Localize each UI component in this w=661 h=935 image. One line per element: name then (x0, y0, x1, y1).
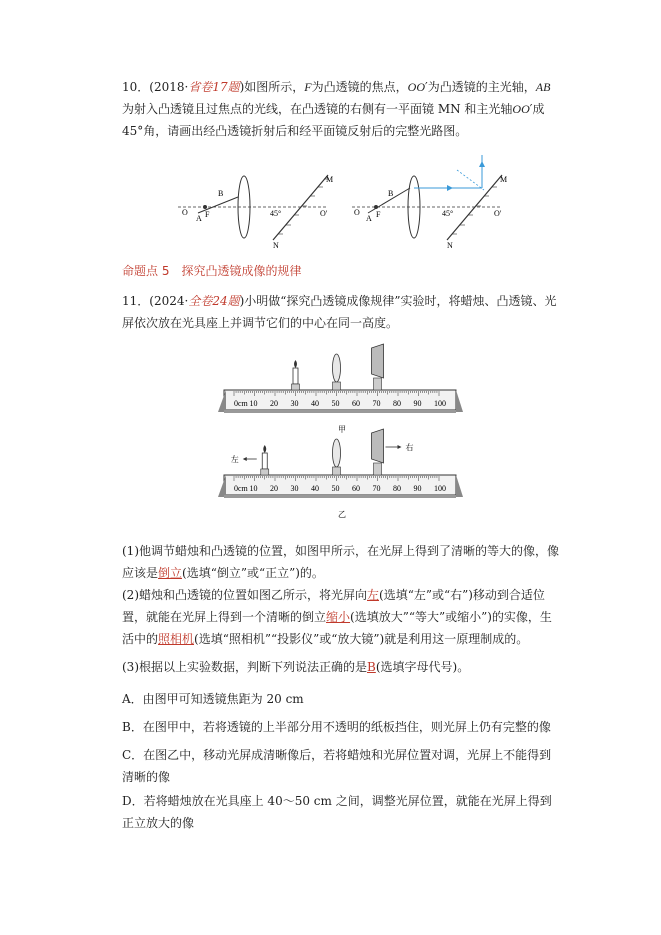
tick-label: 0cm (234, 484, 248, 493)
plane-mirror (273, 175, 328, 240)
label-o-prime: O′ (494, 209, 502, 218)
lens-holder (333, 467, 341, 475)
tick-label: 10 (249, 399, 258, 408)
label-m: M (326, 175, 334, 184)
label-left: 左 (230, 455, 239, 464)
tick-label: 30 (290, 484, 299, 493)
label-f: F (376, 210, 381, 219)
candle (262, 453, 267, 469)
tick-label: 40 (311, 484, 319, 493)
tick-label: 50 (331, 484, 340, 493)
screen-holder (374, 463, 382, 475)
tick-label: 90 (413, 484, 422, 493)
tick-label: 100 (434, 484, 446, 493)
tick-label: 90 (413, 399, 422, 408)
rail-end-right (456, 390, 463, 412)
option-b: B．在图甲中，若将透镜的上半部分用不透明的纸板挡住，则光屏上仍有完整的像 (122, 720, 551, 734)
answer-2b: 缩小 (326, 610, 351, 624)
rail-base (224, 410, 456, 413)
screen (372, 429, 384, 463)
tick-label: 80 (393, 484, 401, 493)
section-heading: 命题点 5 探究凸透镜成像的规律 (122, 264, 302, 278)
label-o: O (354, 208, 360, 217)
q10-number: 10．(2018· (122, 80, 189, 94)
tick-label: 70 (372, 484, 381, 493)
rail-end-right (456, 475, 463, 497)
label-right: 右 (405, 443, 414, 452)
label-b: B (218, 189, 224, 198)
candle-flame (263, 445, 266, 453)
tick-label: 50 (331, 399, 340, 408)
tick-label: 80 (393, 399, 401, 408)
tick-label: 30 (290, 399, 299, 408)
q11-text: 11．(2024·全卷24题)小明做“探究凸透镜成像规律”实验时，将蜡烛、凸透镜、光屏依次放在光具座上并调节它们的中心在同一高度。 (122, 294, 557, 330)
figure-caption: 乙 (338, 510, 346, 519)
q11-number: 11．(2024· (122, 294, 189, 308)
sub-question-3: (3)根据以上实验数据，判断下列说法正确的是B(选填字母代号)。 (122, 660, 470, 674)
tick-label: 20 (270, 399, 278, 408)
q10-source: 省卷17题 (188, 80, 240, 94)
label-angle: 45° (270, 209, 282, 218)
optical-bench-yi (218, 433, 463, 517)
rail-base (224, 495, 456, 498)
answer-2a: 左 (367, 588, 380, 602)
answer-1: 倒立 (158, 566, 183, 580)
arrow-left-head (243, 457, 247, 461)
q10-figure-answer (352, 150, 512, 250)
tick-label: 100 (434, 399, 446, 408)
label-m: M (500, 175, 508, 184)
tick-label: 40 (311, 399, 319, 408)
arrow-right-head (398, 445, 402, 449)
label-o-prime: O′ (320, 209, 328, 218)
candle-holder (261, 469, 269, 475)
sub-question-1: (1)他调节蜡烛和凸透镜的位置，如图甲所示，在光屏上得到了清晰的等大的像，像应该是倒立(选填“倒立”或“正立”)的。 (122, 544, 560, 580)
lens (333, 354, 341, 382)
q10-figure-original (178, 170, 338, 250)
tick-label: 70 (372, 399, 381, 408)
label-n: N (273, 241, 279, 250)
figure-caption: 甲 (338, 425, 346, 434)
tick-label: 60 (352, 399, 360, 408)
screen-holder (374, 378, 382, 390)
candle-holder (292, 384, 300, 390)
label-n: N (447, 241, 453, 250)
tick-label: 0cm (234, 399, 248, 408)
tick-label: 10 (249, 484, 258, 493)
lens (333, 439, 341, 467)
answer-2c: 照相机 (158, 632, 195, 646)
optical-bench-jia (218, 348, 463, 432)
q11-source: 全卷24题 (188, 294, 240, 308)
label-f: F (205, 210, 210, 219)
ray-ab (198, 197, 238, 213)
tick-label: 20 (270, 484, 278, 493)
lens-holder (333, 382, 341, 390)
candle-flame (294, 360, 297, 368)
answer-3: B (367, 660, 376, 674)
q10-text: 10．(2018·省卷17题)如图所示，F为凸透镜的焦点，OO′为凸透镜的主光轴，AB为射入凸透镜且过焦点的光线，在凸透镜的右侧有一平面镜 MN 和主光轴OO′成 45°角，请画出经凸透镜折射后和经平面镜反射后的完整光路图。 (122, 80, 551, 138)
label-a: A (366, 214, 372, 223)
label-angle: 45° (442, 209, 454, 218)
option-a: A．由图甲可知透镜焦距为 20 cm (122, 692, 304, 706)
label-a: A (196, 214, 202, 223)
option-d: D．若将蜡烛放在光具座上 40～50 cm 之间，调整光屏位置，就能在光屏上得到正立放大的像 (122, 794, 552, 830)
candle (293, 368, 298, 384)
tick-label: 60 (352, 484, 360, 493)
label-o: O (182, 208, 188, 217)
sub-question-2: (2)蜡烛和凸透镜的位置如图乙所示，将光屏向左(选填“左”或“右”)移动到合适位置，就能在光屏上得到一个清晰的倒立缩小(选填放大”“等大”或缩小”)的实像，生活中的照相机(选填“照相机”“投影仪”或“放大镜”)就是利用这一原理制成的。 (122, 588, 552, 646)
screen (372, 344, 384, 378)
label-b: B (388, 189, 394, 198)
option-c: C．在图乙中，移动光屏成清晰像后，若将蜡烛和光屏位置对调，光屏上不能得到清晰的像 (122, 748, 552, 784)
